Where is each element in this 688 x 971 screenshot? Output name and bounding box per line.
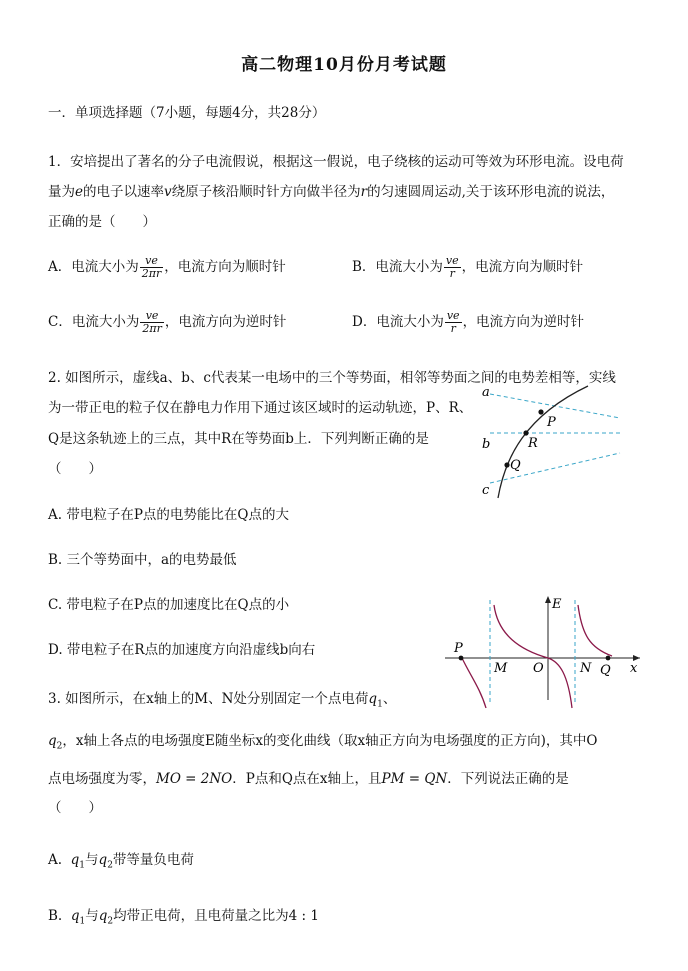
label-n: N bbox=[580, 661, 592, 676]
q1-option-c[interactable] bbox=[48, 310, 286, 335]
option-text: 带等量负电荷 bbox=[112, 852, 194, 868]
label-x: x bbox=[630, 661, 638, 676]
label-q: Q bbox=[600, 663, 611, 678]
q2-option-c[interactable]: C. 带电粒子在P点的加速度比在Q点的小 bbox=[48, 597, 290, 613]
var-q2: q bbox=[98, 908, 108, 924]
numerator: ve bbox=[445, 254, 459, 267]
q1-var-v: v bbox=[164, 184, 172, 200]
q3-field-graph bbox=[440, 590, 650, 720]
denominator: r bbox=[449, 267, 455, 280]
q3-option-b[interactable] bbox=[48, 904, 319, 927]
var-q2: q bbox=[98, 852, 108, 868]
option-text: D．电流大小为 bbox=[352, 314, 444, 330]
denominator: 2πr bbox=[142, 322, 162, 335]
subscript: 1 bbox=[79, 916, 86, 927]
curve-right bbox=[578, 605, 612, 656]
curve-middle bbox=[494, 605, 572, 708]
q1-text: 量为 bbox=[48, 184, 75, 200]
q2-option-b[interactable]: B. 三个等势面中，a的电势最低 bbox=[48, 552, 237, 568]
q1-stem-line3: 正确的是（ ） bbox=[48, 214, 156, 230]
label-a: a bbox=[482, 385, 490, 400]
subscript: 2 bbox=[107, 860, 113, 871]
q3-text: 点电场强度为零， bbox=[48, 771, 156, 787]
point-q bbox=[606, 656, 611, 661]
label-p: P bbox=[454, 641, 463, 656]
subscript: 1 bbox=[377, 699, 383, 710]
q1-option-d[interactable] bbox=[352, 310, 584, 335]
option-text: 均带正电荷，且电荷量之比为4 : 1 bbox=[113, 908, 319, 924]
option-letter: A. bbox=[48, 852, 63, 868]
option-text: ，电流方向为逆时针 bbox=[164, 314, 287, 330]
q1-text: 的匀速圆周运动,关于该环形电流的说法， bbox=[367, 184, 615, 200]
q1-stem-line1: 1．安培提出了著名的分子电流假说，根据这一假说，电子绕核的运动可等效为环形电流。设电荷 bbox=[48, 154, 624, 170]
label-q: Q bbox=[510, 458, 521, 473]
option-text: 与 bbox=[85, 908, 99, 924]
label-r: R bbox=[528, 436, 538, 451]
q3-eq-mo: MO = 2NO bbox=[156, 771, 233, 787]
fraction bbox=[444, 255, 461, 280]
option-text: B．电流大小为 bbox=[352, 259, 443, 275]
option-text: ，电流方向为逆时针 bbox=[462, 314, 585, 330]
option-text: ，电流方向为顺时针 bbox=[164, 259, 286, 275]
fraction bbox=[445, 310, 462, 335]
subscript: 2 bbox=[56, 741, 63, 752]
q3-stem-line3 bbox=[48, 767, 569, 787]
point-p bbox=[459, 656, 464, 661]
var-q1: q bbox=[70, 852, 80, 868]
q2-option-a[interactable]: A. 带电粒子在P点的电势能比在Q点的大 bbox=[48, 507, 289, 523]
q3-text: ，x轴上各点的电场强度E随坐标x的变化曲线（取x轴正方向为电场强度的正方向)，其中O bbox=[62, 733, 598, 749]
option-letter: B. bbox=[48, 908, 63, 924]
q2-stem-line2: 为一带正电的粒子仅在静电力作用下通过该区域时的运动轨迹，P、R、 bbox=[48, 400, 473, 416]
q3-text: ．下列说法正确的是 bbox=[447, 771, 569, 787]
fraction bbox=[140, 310, 164, 335]
q3-text: 、 bbox=[382, 691, 397, 707]
numerator: ve bbox=[140, 310, 164, 323]
option-text: C．电流大小为 bbox=[48, 314, 140, 330]
q3-option-a[interactable] bbox=[48, 848, 194, 871]
curve-left bbox=[462, 658, 486, 708]
q3-eq-pm: PM = QN bbox=[381, 771, 448, 787]
q1-var-e: e bbox=[75, 184, 83, 200]
point-p bbox=[538, 409, 543, 414]
q2-equipotential-figure bbox=[470, 378, 630, 500]
label-c: c bbox=[482, 483, 490, 498]
option-text: A．电流大小为 bbox=[48, 259, 139, 275]
q3-stem-line2 bbox=[48, 729, 597, 752]
q3-text: ．P点和Q点在x轴上，且 bbox=[232, 771, 382, 787]
var-q1: q bbox=[70, 908, 80, 924]
q1-stem-line2 bbox=[48, 180, 614, 200]
q3-var-q1: q bbox=[368, 691, 378, 707]
q3-text: 3. 如图所示，在x轴上的M、N处分别固定一个点电荷 bbox=[48, 691, 369, 707]
numerator: ve bbox=[140, 255, 164, 268]
label-b: b bbox=[482, 437, 491, 452]
denominator: r bbox=[450, 322, 456, 335]
q1-var-r: r bbox=[360, 184, 368, 200]
label-o: O bbox=[533, 661, 544, 676]
q1-text: 绕原子核沿顺时针方向做半径为 bbox=[171, 184, 361, 200]
q1-option-a[interactable] bbox=[48, 255, 286, 280]
q3-stem-line4: （ ） bbox=[48, 800, 102, 816]
q2-stem-line4: （ ） bbox=[48, 461, 102, 477]
label-p: P bbox=[547, 415, 556, 430]
numerator: ve bbox=[446, 309, 460, 322]
q3-var-q2: q bbox=[48, 733, 57, 749]
subscript: 1 bbox=[79, 860, 86, 871]
label-m: M bbox=[494, 661, 508, 676]
denominator: 2πr bbox=[141, 267, 162, 280]
section-heading: 一．单项选择题（7小题，每题4分，共28分） bbox=[48, 105, 326, 121]
q2-stem-line1: 2. 如图所示，虚线a、b、c代表某一电场中的三个等势面，相邻等势面之间的电势差相等，实线 bbox=[48, 370, 616, 386]
trajectory-curve bbox=[498, 386, 588, 498]
option-text: 与 bbox=[85, 852, 99, 868]
q2-option-d[interactable]: D. 带电粒子在R点的加速度方向沿虚线b向右 bbox=[48, 642, 316, 658]
fraction bbox=[140, 255, 164, 280]
label-e: E bbox=[552, 597, 562, 612]
point-r bbox=[523, 430, 528, 435]
page-title: 高二物理10月份月考试题 bbox=[241, 55, 447, 75]
point-q bbox=[504, 462, 509, 467]
q2-stem-line3: Q是这条轨迹上的三点，其中R在等势面b上．下列判断正确的是 bbox=[48, 431, 429, 447]
e-axis-arrow bbox=[545, 596, 551, 603]
subscript: 2 bbox=[107, 916, 114, 927]
option-text: ，电流方向为顺时针 bbox=[461, 259, 584, 275]
q1-text: 的电子以速率 bbox=[83, 184, 164, 200]
q3-stem-line1 bbox=[48, 687, 396, 710]
q1-option-b[interactable] bbox=[352, 255, 583, 280]
